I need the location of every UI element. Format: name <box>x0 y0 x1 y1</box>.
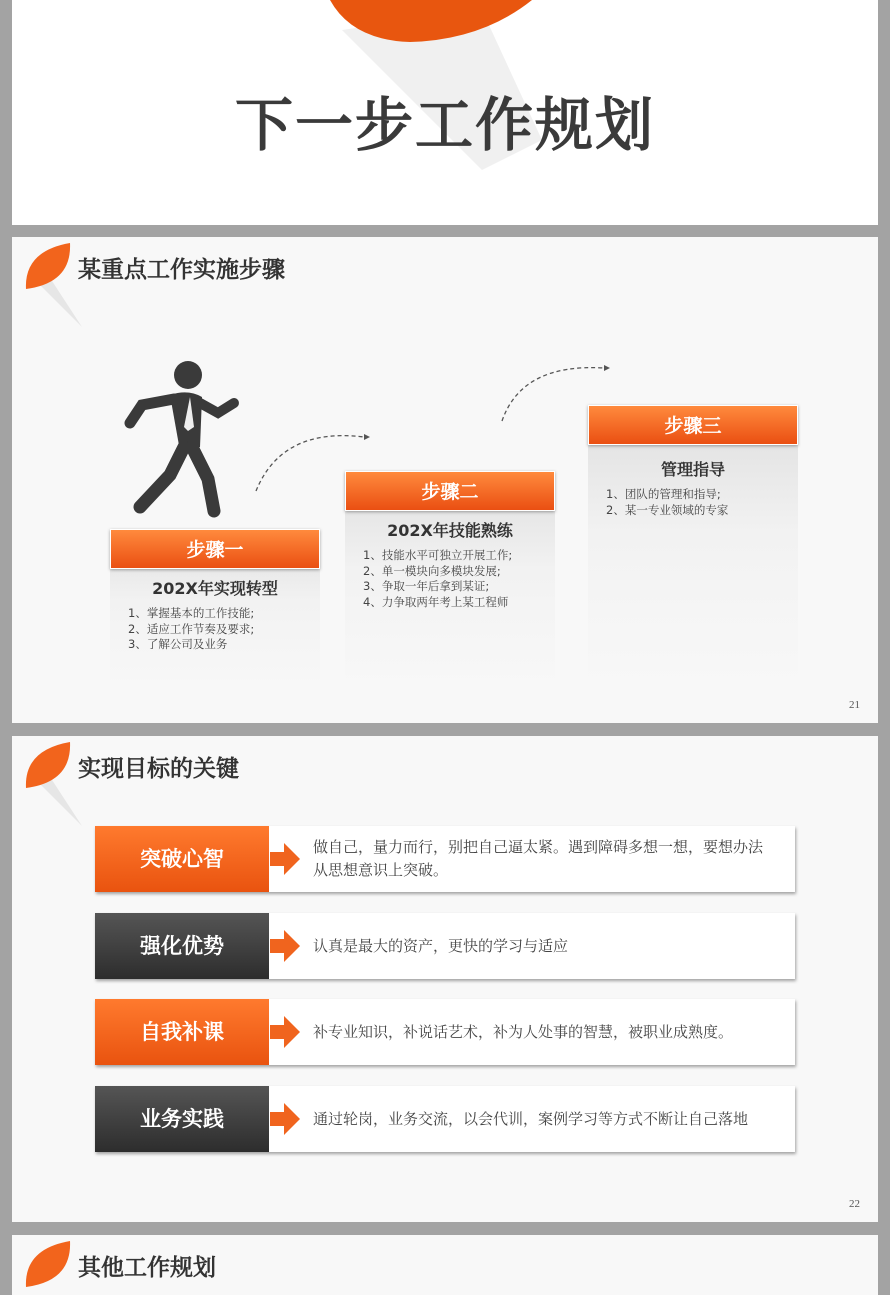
key-text: 补专业知识，补说话艺术，补为人处事的智慧，被职业成熟度。 <box>313 1022 734 1041</box>
list-item: 4、力争取两年考上某工程师 <box>363 594 509 609</box>
step-items <box>363 548 547 610</box>
step-items <box>606 487 790 518</box>
step-card-1 <box>110 529 320 689</box>
list-item: 1、团队的管理和指导; <box>606 487 721 501</box>
key-row <box>95 999 795 1065</box>
key-label: 强化优势 <box>95 913 269 979</box>
key-label: 突破心智 <box>95 826 269 892</box>
key-row <box>95 826 795 892</box>
step-label: 步骤三 <box>588 405 798 445</box>
page-title: 下一步工作规划 <box>234 91 655 159</box>
step-items <box>128 606 312 653</box>
list-item: 3、争取一年后拿到某证; <box>363 579 490 593</box>
key-label: 业务实践 <box>95 1086 269 1152</box>
slide-keys <box>12 736 878 1222</box>
key-row <box>95 1086 795 1152</box>
arrow-right-icon <box>270 930 300 962</box>
key-row <box>95 913 795 979</box>
arrow-right-icon <box>270 1103 300 1135</box>
step-title: 202X年技能熟练 <box>387 521 513 540</box>
step-label: 步骤二 <box>345 471 555 511</box>
page-number: 21 <box>849 699 860 711</box>
slide-heading: 某重点工作实施步骤 <box>78 256 285 283</box>
step-title: 管理指导 <box>660 460 725 479</box>
step-card-2 <box>345 471 555 689</box>
list-item: 1、技能水平可独立开展工作; <box>363 548 513 562</box>
key-text: 通过轮岗，业务交流，以会代训，案例学习等方式不断让自己落地 <box>313 1109 749 1128</box>
step-card-3 <box>588 405 798 689</box>
key-text: 认真是最大的资产，更快的学习与适应 <box>313 936 569 955</box>
slide-heading: 其他工作规划 <box>78 1254 216 1281</box>
list-item: 2、单一模块向多模块发展; <box>363 563 501 578</box>
list-item: 2、某一专业领域的专家 <box>606 502 729 517</box>
list-item: 3、了解公司及业务 <box>128 637 228 651</box>
slide-heading: 实现目标的关键 <box>78 755 239 782</box>
list-item: 2、适应工作节奏及要求; <box>128 621 255 636</box>
slide-steps <box>12 237 878 723</box>
step-title: 202X年实现转型 <box>152 579 278 598</box>
arrow-right-icon <box>270 1016 300 1048</box>
slide-other <box>12 1235 878 1295</box>
slide-title <box>12 0 878 225</box>
list-item: 1、掌握基本的工作技能; <box>128 606 255 620</box>
page-number: 22 <box>849 1198 860 1210</box>
step-label: 步骤一 <box>110 529 320 569</box>
key-text: 做自己，量力而行，别把自己逼太紧。遇到障碍多想一想，要想办法从思想意识上突破。 <box>313 838 764 879</box>
arrow-right-icon <box>270 843 300 875</box>
key-label: 自我补课 <box>95 999 269 1065</box>
